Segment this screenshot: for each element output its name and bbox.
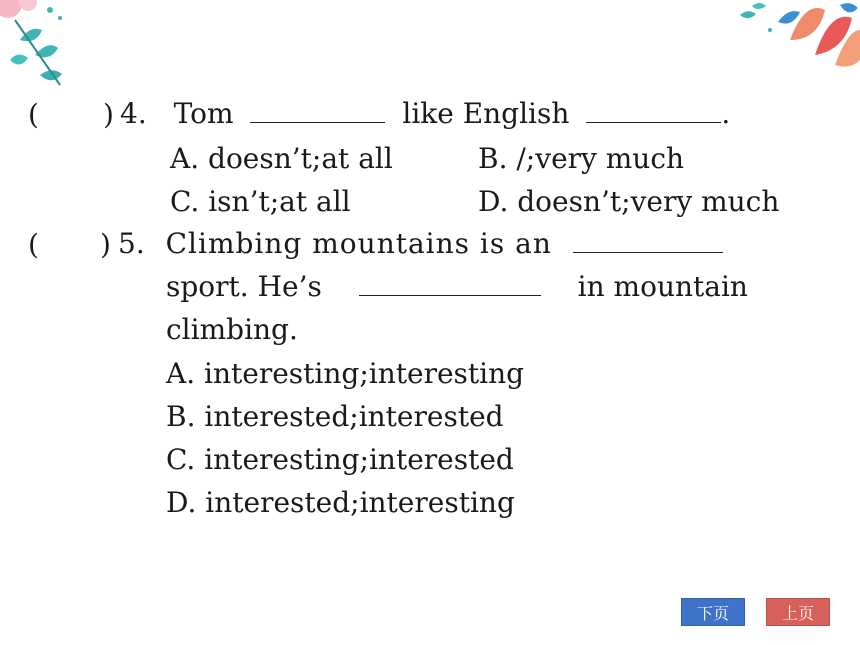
floral-decoration-right — [730, 0, 860, 72]
question-5-line-2 — [166, 270, 748, 303]
floral-decoration-left — [0, 0, 90, 95]
option-d: D. interested;interesting — [166, 486, 515, 519]
question-4-stem — [120, 97, 731, 130]
previous-page-button[interactable]: 上页 — [766, 598, 830, 626]
answer-blank — [586, 122, 721, 123]
question-number: 5. — [118, 227, 145, 260]
question-text: sport. He’s — [166, 270, 322, 303]
next-page-button[interactable]: 下页 — [681, 598, 745, 626]
option-d: D. doesn’t;very much — [478, 185, 780, 218]
option-c: C. interesting;interested — [166, 443, 514, 476]
question-text: Climbing mountains is an — [165, 227, 552, 260]
question-5-stem — [118, 227, 723, 260]
question-number: 4. — [120, 97, 147, 130]
option-a: A. doesn’t;at all — [170, 142, 393, 175]
question-text: like English — [402, 97, 570, 130]
question-text: Tom — [173, 97, 234, 130]
question-text: . — [721, 97, 731, 130]
option-b: B. interested;interested — [166, 400, 504, 433]
answer-blank — [573, 252, 723, 253]
option-c: C. isn’t;at all — [170, 185, 351, 218]
answer-bracket-open: ( — [28, 98, 39, 131]
answer-bracket-close: ) — [100, 228, 111, 261]
answer-bracket-close: ) — [103, 98, 114, 131]
question-5-line-3: climbing. — [166, 313, 298, 346]
answer-bracket-open: ( — [28, 228, 39, 261]
question-text: in mountain — [577, 270, 748, 303]
answer-blank — [250, 122, 385, 123]
option-b: B. /;very much — [478, 142, 685, 175]
answer-blank — [359, 295, 541, 296]
option-a: A. interesting;interesting — [166, 357, 525, 390]
